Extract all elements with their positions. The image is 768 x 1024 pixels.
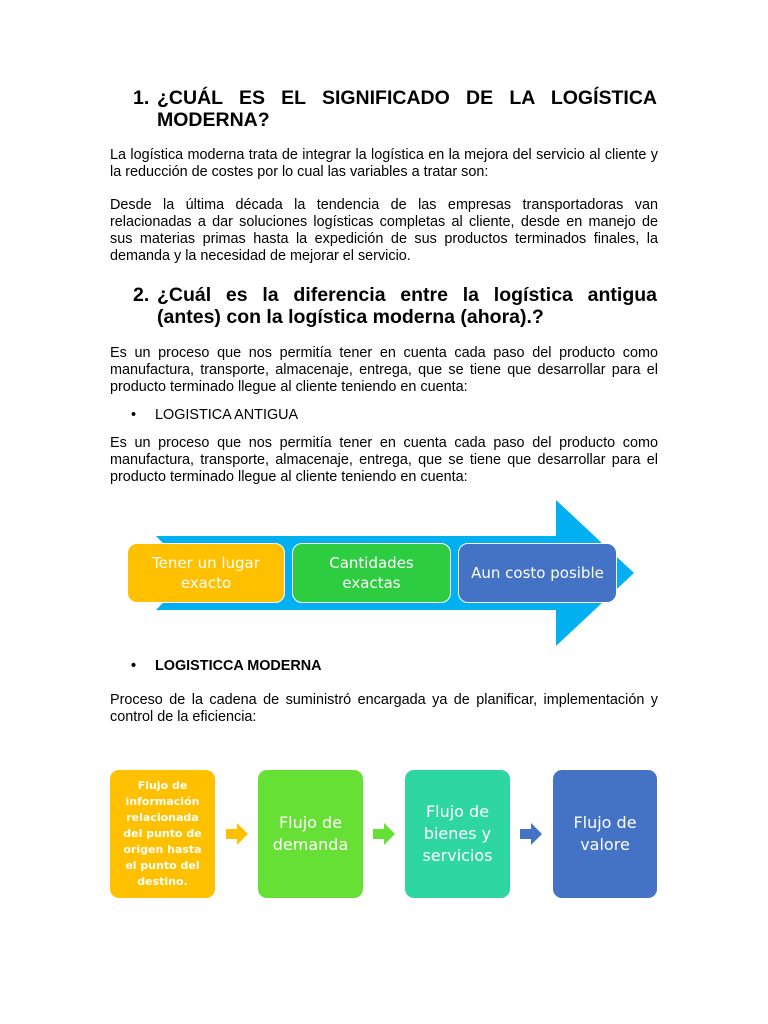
box-label: Flujo de valore (573, 813, 637, 854)
bullet-icon: • (131, 407, 137, 423)
paragraph: Es un proceso que nos permitía tener en cuenta cada paso del producto como manufactura, transporte, almacenaje, entrega, que se tiene que desarrollar para el producto terminado llegue al cliente teniendo en cuenta: (110, 435, 658, 485)
arrow-right-icon (373, 823, 395, 845)
box-flujo-bienes (405, 770, 510, 898)
box-flujo-valore (553, 770, 657, 898)
box-flujo-informacion (110, 770, 215, 898)
heading-number: 2. (133, 284, 150, 306)
paragraph: Desde la última década la tendencia de las empresas transportadoras van relacionadas a dar soluciones logísticas completas al cliente, desde en manejo de sus materias primas hasta la expedición de sus productos terminados finales, la demanda y la necesidad de mejorar el servicio. (110, 197, 658, 264)
box-costo: Aun costo posible (458, 543, 617, 603)
box-label: Flujo de demanda (272, 813, 349, 854)
bullet-label: LOGISTICA ANTIGUA (155, 407, 299, 423)
heading-title: ¿CUÁL ES EL SIGNIFICADO DE LA LOGÍSTICA MODERNA? (157, 87, 657, 131)
paragraph: Proceso de la cadena de suministró encargada ya de planificar, implementación y control de la eficiencia: (110, 692, 658, 725)
box-label: Flujo de información relacionada del punto de origen hasta el punto del destino. (123, 779, 202, 888)
bullet-label: LOGISTICCA MODERNA (155, 658, 322, 674)
box-label: Flujo de bienes y servicios (422, 802, 493, 865)
heading-title: ¿Cuál es la diferencia entre la logística antigua (antes) con la logística moderna (ahora).? (157, 284, 657, 328)
heading-number: 1. (133, 87, 150, 109)
box-flujo-demanda (258, 770, 363, 898)
paragraph: La logística moderna trata de integrar la logística en la mejora del servicio al cliente y la reducción de costes por lo cual las variables a tratar son: (110, 147, 658, 180)
box-cantidades: Cantidades exactas (292, 543, 451, 603)
paragraph: Es un proceso que nos permitía tener en cuenta cada paso del producto como manufactura, transporte, almacenaje, entrega, que se tiene que desarrollar para el producto terminado llegue al cliente teniendo en cuenta: (110, 345, 658, 395)
arrow-right-icon (520, 823, 542, 845)
bullet-icon: • (131, 658, 137, 674)
arrow-right-icon (226, 823, 248, 845)
box-tener-lugar: Tener un lugar exacto (127, 543, 285, 603)
